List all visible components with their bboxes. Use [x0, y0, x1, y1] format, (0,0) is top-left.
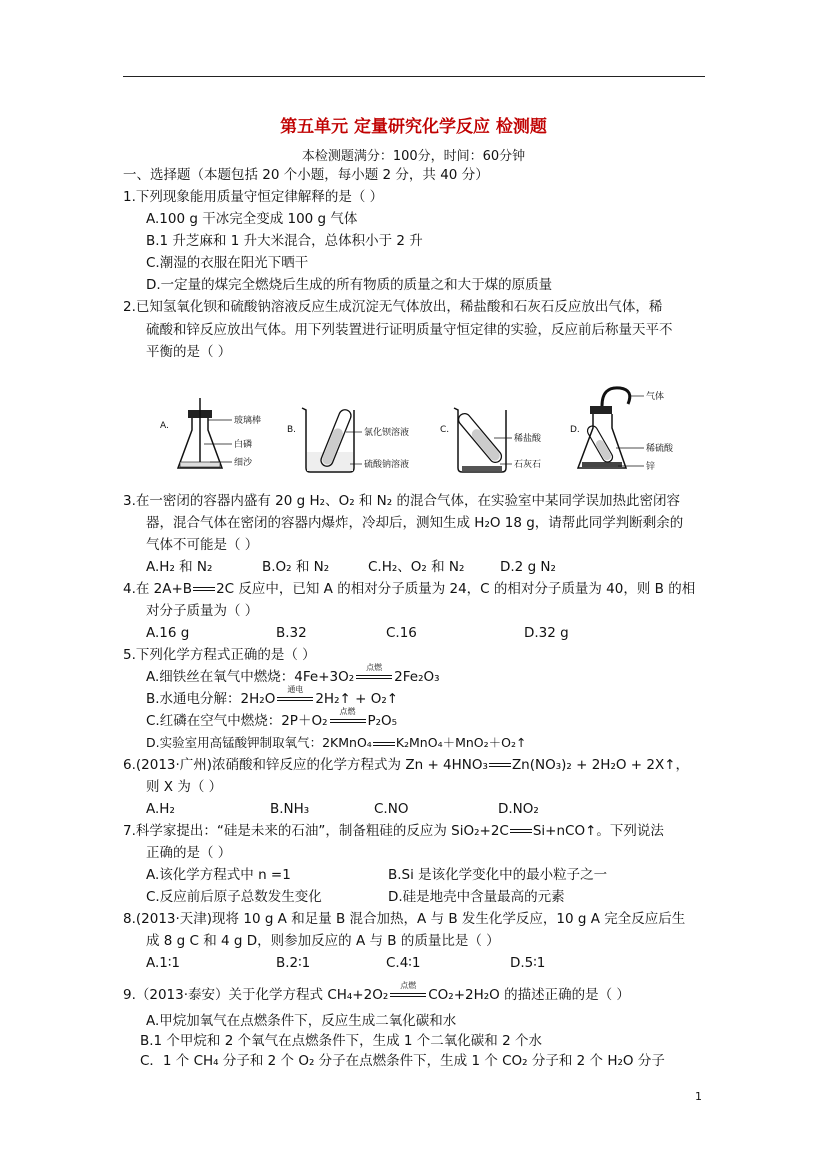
q3-stem-line3: 气体不可能是（ ） [146, 537, 259, 553]
q3-option-d: D.2 g N₂ [500, 559, 556, 575]
q9-stem-post: CO₂+2H₂O 的描述正确的是（ ） [428, 987, 630, 1003]
q8-option-d: D.5∶1 [510, 955, 546, 971]
figure-c [440, 408, 542, 472]
q1-option-b: B.1 升芝麻和 1 升大米混合，总体积小于 2 升 [146, 233, 423, 249]
q4-stem-line2: 对分子质量为（ ） [146, 603, 259, 619]
stopper-icon [590, 406, 612, 414]
q6-stem-line1 [123, 756, 689, 774]
figure-a-letter: A. [160, 421, 169, 431]
q6-stem-post: Zn(NO₃)₂ + 2H₂O + 2X↑， [511, 757, 690, 773]
q6-option-a: A.H₂ [146, 801, 175, 817]
q1-option-d: D.一定量的煤完全燃烧后生成的所有物质的质量之和大于煤的原质量 [146, 277, 553, 293]
q1-option-c: C.潮湿的衣服在阳光下晒干 [146, 255, 309, 271]
q7-stem-line2: 正确的是（ ） [146, 845, 232, 861]
q7-stem-pre: 7.科学家提出：“硅是未来的石油”，制备粗硅的反应为 SiO₂+2C [123, 823, 509, 839]
q5-a-pre: A.细铁丝在氧气中燃烧：4Fe+3O₂ [146, 669, 355, 685]
q4-option-a: A.16 g [146, 625, 190, 641]
q3-stem-line1: 3.在一密闭的容器内盛有 20 g H₂、O₂ 和 N₂ 的混合气体，在实验室中某同学误加热此密闭容 [123, 493, 680, 509]
q3-option-c: C.H₂、O₂ 和 N₂ [368, 559, 465, 575]
figure-a-label-sand: 细沙 [234, 458, 253, 468]
q7-option-b: B.Si 是该化学变化中的最小粒子之一 [388, 867, 608, 883]
q7-stem-line1 [123, 822, 664, 840]
q8-option-c: C.4∶1 [386, 955, 421, 971]
zinc-icon [582, 462, 622, 467]
q5-b-condition: 通电 [287, 685, 304, 694]
figure-c-label-limestone: 石灰石 [514, 460, 542, 470]
q5-option-d [146, 734, 526, 752]
q5-c-pre: C.红磷在空气中燃烧：2P＋O₂ [146, 713, 328, 729]
q3-option-a: A.H₂ 和 N₂ [146, 559, 213, 575]
q6-option-b: B.NH₃ [270, 801, 310, 817]
figure-a-label-rod: 玻璃棒 [234, 416, 262, 426]
q4-option-b: B.32 [276, 625, 307, 641]
q1-option-a: A.100 g 干冰完全变成 100 g 气体 [146, 211, 358, 227]
figure-c-label-hcl: 稀盐酸 [514, 434, 542, 444]
q9-option-c: C．1 个 CH₄ 分子和 2 个 O₂ 分子在点燃条件下，生成 1 个 CO₂ 分子和 2 个 H₂O 分子 [140, 1053, 665, 1069]
q6-stem-line2: 则 X 为（ ） [146, 779, 223, 795]
q9-option-b: B.1 个甲烷和 2 个氧气在点燃条件下，生成 1 个二氧化碳和 2 个水 [140, 1033, 542, 1049]
q5-stem: 5.下列化学方程式正确的是（ ） [123, 647, 316, 663]
equals-sign-icon [489, 763, 511, 767]
q4-stem-line1 [123, 580, 695, 598]
q4-stem-post: 2C 反应中，已知 A 的相对分子质量为 24，C 的相对分子质量为 40，则 B 的相 [216, 581, 696, 597]
q4-option-d: D.32 g [524, 625, 569, 641]
q8-option-a: A.1∶1 [146, 955, 180, 971]
sand-icon [180, 462, 220, 467]
page-title: 第五单元 定量研究化学反应 检测题 [280, 117, 547, 137]
q8-stem-line1: 8.(2013·天津)现将 10 g A 和足量 B 混合加热，A 与 B 发生化学反应，10 g A 完全反应后生 [123, 911, 686, 927]
q1-stem: 1.下列现象能用质量守恒定律解释的是（ ） [123, 189, 384, 205]
q9-stem [123, 981, 630, 1004]
figure-b-letter: B. [287, 425, 297, 435]
q3-stem-line2: 器，混合气体在密闭的容器内爆炸，冷却后，测知生成 H₂O 18 g，请帮此同学判断剩余的 [146, 515, 684, 531]
q7-stem-post: Si+nCO↑。下列说法 [532, 823, 664, 839]
figure-a [160, 398, 261, 468]
figure-d-label-gas: 气体 [646, 392, 665, 402]
q9-stem-pre: 9.（2013·泰安）关于化学方程式 CH₄+2O₂ [123, 987, 389, 1003]
equals-sign-icon [510, 829, 532, 833]
figure-d-letter: D. [570, 425, 580, 435]
limestone-icon [462, 466, 502, 471]
q5-c-condition: 点燃 [339, 707, 356, 716]
q2-stem-line3: 平衡的是（ ） [146, 344, 232, 360]
figure-d-label-h2so4: 稀硫酸 [646, 444, 674, 454]
q2-stem-line2: 硫酸和锌反应放出气体。用下列装置进行证明质量守恒定律的实验，反应前后称量天平不 [146, 322, 673, 338]
equals-sign-icon [373, 742, 395, 746]
q6-stem-pre: 6.(2013·广州)浓硝酸和锌反应的化学方程式为 Zn + 4HNO₃ [123, 757, 488, 773]
figure-d [570, 388, 674, 472]
q7-option-a: A.该化学方程式中 n =1 [146, 867, 291, 883]
q5-b-pre: B.水通电分解：2H₂O [146, 691, 276, 707]
q8-option-b: B.2∶1 [276, 955, 311, 971]
section-heading: 一、选择题（本题包括 20 个小题，每小题 2 分，共 40 分） [123, 167, 489, 183]
q5-d-pre: D.实验室用高锰酸钾制取氧气：2KMnO₄ [146, 735, 372, 750]
page-number: 1 [695, 1090, 702, 1103]
header-rule [123, 76, 705, 77]
figure-b-label-bacl2: 氯化钡溶液 [364, 428, 410, 438]
figure-b [287, 408, 409, 472]
q7-option-c: C.反应前后原子总数发生变化 [146, 889, 322, 905]
page-subtitle: 本检测题满分：100分，时间：60分钟 [301, 149, 526, 164]
q9-condition: 点燃 [400, 981, 417, 990]
q9-option-a: A.甲烷加氧气在点燃条件下，反应生成二氧化碳和水 [146, 1013, 457, 1029]
figure-a-label-phosphorus: 白磷 [234, 440, 253, 450]
q5-option-c [146, 707, 398, 730]
equals-sign-icon [193, 587, 215, 591]
q6-option-d: D.NO₂ [498, 801, 539, 817]
balloon-icon [602, 388, 630, 406]
q4-option-c: C.16 [386, 625, 417, 641]
q5-a-condition: 点燃 [366, 663, 383, 672]
q5-d-post: K₂MnO₄＋MnO₂＋O₂↑ [395, 735, 527, 750]
q2-stem-line1: 2.已知氢氧化钡和硫酸钠溶液反应生成沉淀无气体放出，稀盐酸和石灰石反应放出气体，稀 [123, 299, 663, 315]
figure-b-label-na2so4: 硫酸钠溶液 [364, 460, 410, 470]
q5-a-post: 2Fe₂O₃ [394, 669, 440, 685]
q3-option-b: B.O₂ 和 N₂ [262, 559, 330, 575]
figure-c-letter: C. [440, 425, 450, 435]
q5-c-post: P₂O₅ [367, 713, 398, 729]
q5-b-post: 2H₂↑ + O₂↑ [315, 691, 399, 707]
q6-option-c: C.NO [374, 801, 409, 817]
figure-d-label-zinc: 锌 [646, 462, 656, 472]
q7-option-d: D.硅是地壳中含量最高的元素 [388, 889, 565, 905]
q2-apparatus-figures [150, 380, 690, 480]
q4-stem-pre: 4.在 2A+B [123, 581, 193, 597]
q8-stem-line2: 成 8 g C 和 4 g D，则参加反应的 A 与 B 的质量比是（ ） [146, 933, 500, 949]
